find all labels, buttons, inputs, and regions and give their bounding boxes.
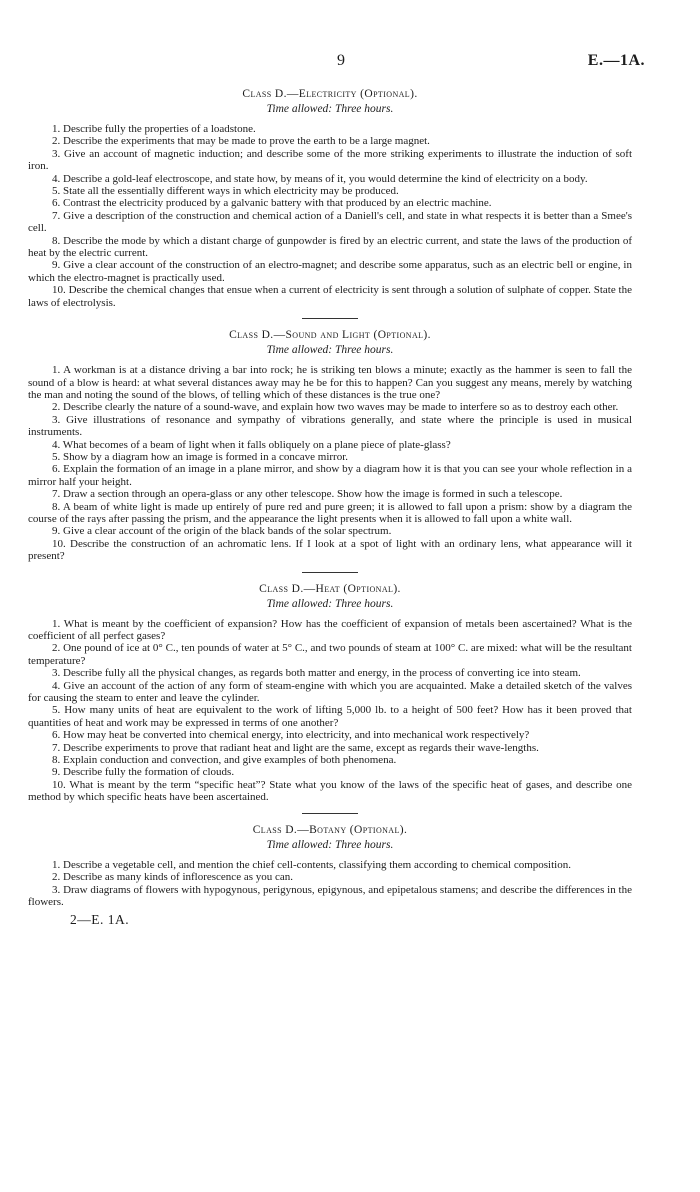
question-item: 2. Describe clearly the nature of a sound-wave, and explain how two waves may be made to interfere so as to destroy each other. [52,401,619,414]
question-item: 7. Draw a section through an opera-glass or any other telescope. Show how the image is formed in such a telescope. [52,488,563,501]
question-item: 6. Explain the formation of an image in a plane mirror, and show by a diagram how it is that you can see your whole reflection in a mirror half your height. [28,463,632,488]
question-item: 5. How many units of heat are equivalent to the work of lifting 5,000 lb. to a height of 500 feet? How has it been proved that quantities of heat and work may be expressed in terms of one another? [28,704,632,729]
question-item: 10. Describe the construction of an achromatic lens. If I look at a spot of light with an ordinary lens, what appearance will it present? [28,537,632,563]
question-item: 10. What is meant by the term “specific heat”? State what you know of the laws of the specific heat of gases, and describe one method by which specific heats have been ascertained. [28,778,632,804]
question-item: 1. Describe a vegetable cell, and mention the chief cell-contents, classifying them according to chemical composition. [52,858,571,871]
section-divider [302,318,358,319]
section-title: Class D.—Heat (Optional). [259,582,401,595]
question-item: 8. Explain conduction and convection, and give examples of both phenomena. [52,754,397,767]
question-item: 3. Give an account of magnetic induction; and describe some of the more striking experiments to illustrate the induction of soft iron. [28,147,632,173]
section-title: Class D.—Botany (Optional). [252,823,408,836]
question-item: 5. Show by a diagram how an image is formed in a concave mirror. [52,450,349,463]
section-divider [302,813,358,814]
section-sound-and-light [28,327,632,563]
question-item: 9. Give a clear account of the origin of the black bands of the solar spectrum. [52,525,392,538]
question-item: 5. State all the essentially different ways in which electricity may be produced. [52,185,399,198]
section-botany [28,822,632,909]
page-content [28,80,632,928]
question-item: 4. Give an account of the action of any form of steam-engine with which you are acquainted. Make a detailed sketch of the valves for causing the steam to enter and leave the cylinder. [28,679,632,705]
section-heat [28,581,632,804]
question-item: 8. A beam of white light is made up entirely of pure red and pure green; it is allowed to fall upon a prism: show by a diagram the course of the rays after passing the prism, and the appearance the light presents when it is allowed to fall upon a white wall. [28,500,632,525]
question-item: 10. Describe the chemical changes that ensue when a current of electricity is sent through a solution of sulphate of copper. State the laws of electrolysis. [28,284,632,309]
printer-signature: 2—E. 1A. [70,912,130,928]
time-allowed: Time allowed: Three hours. [266,838,394,851]
document-reference: E.—1A. [587,52,645,69]
time-allowed: Time allowed: Three hours. [266,103,394,115]
question-item: 6. How may heat be converted into chemical energy, into electricity, and into mechanical work respectively? [52,729,530,742]
question-item: 3. Describe fully all the physical changes, as regards both matter and energy, in the process of converting ice into steam. [52,667,581,680]
question-item: 4. What becomes of a beam of light when it falls obliquely on a plane piece of plate-glass? [52,438,451,451]
question-item: 3. Draw diagrams of flowers with hypogynous, perigynous, epigynous, and epipetalous stamens; and describe the differences in the flowers. [28,883,632,908]
question-item: 7. Give a description of the construction and chemical action of a Daniell's cell, and state in what respects it is better than a Smee's cell. [28,209,632,235]
question-item: 1. A workman is at a distance driving a bar into rock; he is striking ten blows a minute; exactly as the hammer is seen to fall the sound of a blow is heard: at what several distances away may he be for this to happen? Can you suggest any means, merely by watching the man and noting the sound of the blows, of telling which of these distances is the true one? [28,364,632,401]
question-list [28,859,632,909]
section-divider [302,572,358,573]
question-item: 2. Describe as many kinds of inflorescence as you can. [52,871,294,884]
question-item: 4. Describe a gold-leaf electroscope, and state how, by means of it, you would determine the kind of electricity on a body. [52,172,588,185]
question-item: 6. Contrast the electricity produced by a galvanic battery with that produced by an electric machine. [52,197,492,210]
question-item: 9. Give a clear account of the construction of an electro-magnet; and describe some apparatus, such as an electric bell or engine, in which the electro-magnet is practically used. [28,259,632,284]
section-title: Class D.—Electricity (Optional). [242,88,418,100]
question-item: 7. Describe experiments to prove that radiant heat and light are the same, except as regards their wave-lengths. [52,741,539,754]
question-item: 1. Describe fully the properties of a loadstone. [52,123,256,135]
time-allowed: Time allowed: Three hours. [266,344,394,357]
time-allowed: Time allowed: Three hours. [266,597,394,610]
question-item: 3. Give illustrations of resonance and sympathy of vibrations generally, and state where the principle is used in musical instruments. [28,413,632,439]
question-item: 2. One pound of ice at 0° C., ten pounds of water at 5° C., and two pounds of steam at 100° C. are mixed: what will be the resultant temperature? [28,642,632,667]
question-list [28,618,632,804]
page-number: 9 [337,52,345,69]
section-electricity [28,86,632,309]
question-list [28,123,632,309]
question-list [28,364,632,563]
question-item: 2. Describe the experiments that may be made to prove the earth to be a large magnet. [52,135,430,148]
question-item: 1. What is meant by the coefficient of expansion? How has the coefficient of expansion of metals been ascertained? What is the coefficient of all perfect gases? [28,617,632,642]
section-title: Class D.—Sound and Light (Optional). [229,329,431,342]
question-item: 8. Describe the mode by which a distant charge of gunpowder is fired by an electric current, and state the laws of the production of heat by the electric current. [28,234,632,260]
question-item: 9. Describe fully the formation of clouds. [52,766,235,779]
